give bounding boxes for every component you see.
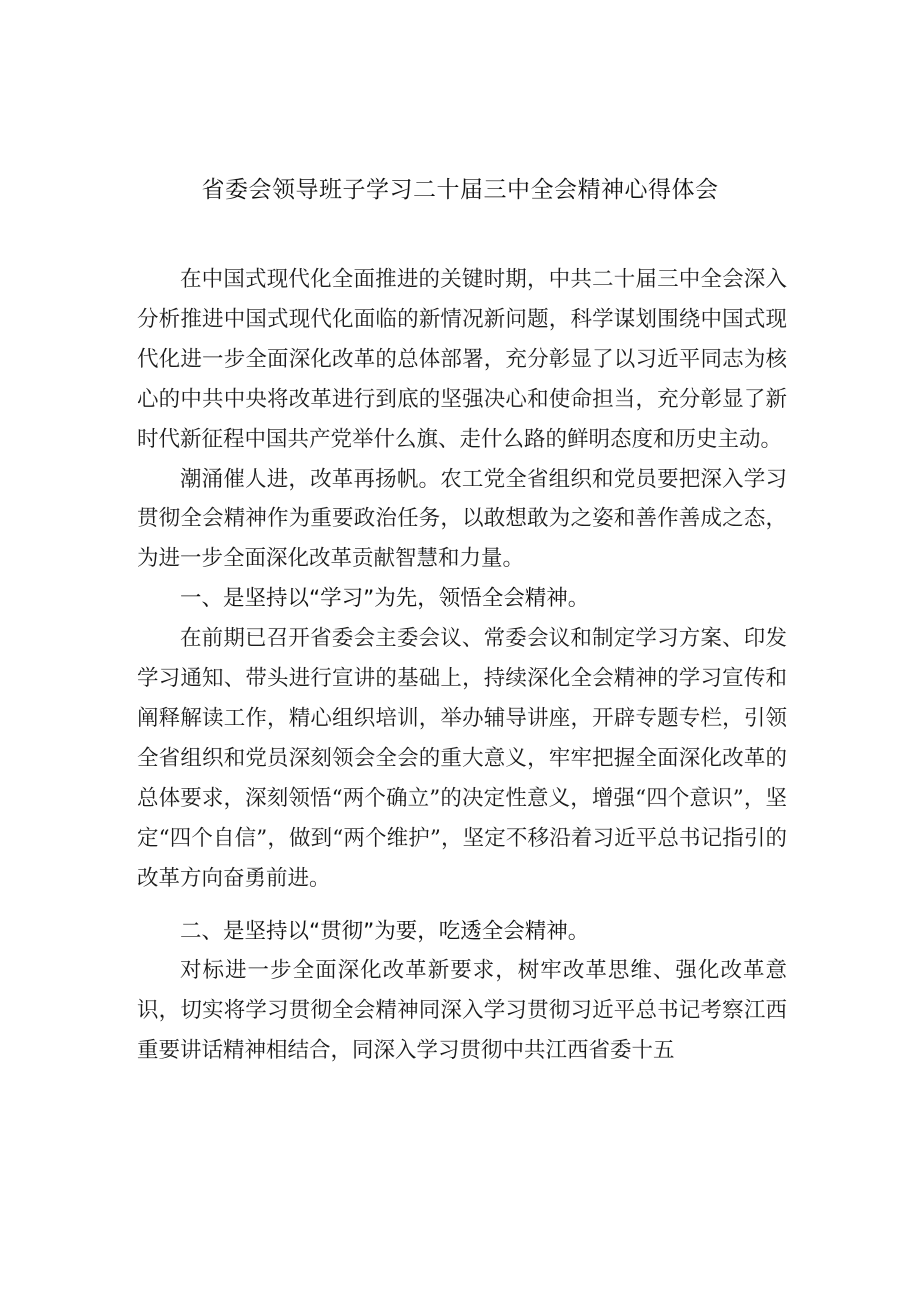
section-paragraph-2: 对标进一步全面深化改革新要求，树牢改革思维、强化改革意识，切实将学习贯彻全会精神同深入学习贯彻习近平总书记考察江西重要讲话精神相结合，同深入学习贯彻中共江西省委十五 xyxy=(137,958,787,1064)
section-heading-2: 二、是坚持以“贯彻”为要，吃透全会精神。 xyxy=(180,918,590,944)
document-body xyxy=(137,260,787,1071)
intro-paragraph: 在中国式现代化全面推进的关键时期，中共二十届三中全会深入分析推进中国式现代化面临的新情况新问题，科学谋划围绕中国式现代化进一步全面深化改革的总体部署，充分彰显了以习近平同志为核心的中共中央将改革进行到底的坚强决心和使命担当，充分彰显了新时代新征程中国共产党举什么旗、走什么路的鲜明态度和历史主动。 xyxy=(137,267,787,452)
section-heading-1: 一、是坚持以“学习”为先，领悟全会精神。 xyxy=(180,586,590,612)
section-paragraph-1: 在前期已召开省委会主委会议、常委会议和制定学习方案、印发学习通知、带头进行宣讲的基础上，持续深化全会精神的学习宣传和阐释解读工作，精心组织培训，举办辅导讲座，开辟专题专栏，引领全省组织和党员深刻领会全会的重大意义，牢牢把握全面深化改革的总体要求，深刻领悟“两个确立”的决定性意义，增强“四个意识”，坚定“四个自信”，做到“两个维护”，坚定不移沿着习近平总书记指引的改革方向奋勇前进。 xyxy=(137,626,787,891)
document-title: 省委会领导班子学习二十届三中全会精神心得体会 xyxy=(201,177,719,203)
second-paragraph: 潮涌催人进，改革再扬帆。农工党全省组织和党员要把深入学习贯彻全会精神作为重要政治任务，以敢想敢为之姿和善作善成之态，为进一步全面深化改革贡献智慧和力量。 xyxy=(137,466,787,572)
